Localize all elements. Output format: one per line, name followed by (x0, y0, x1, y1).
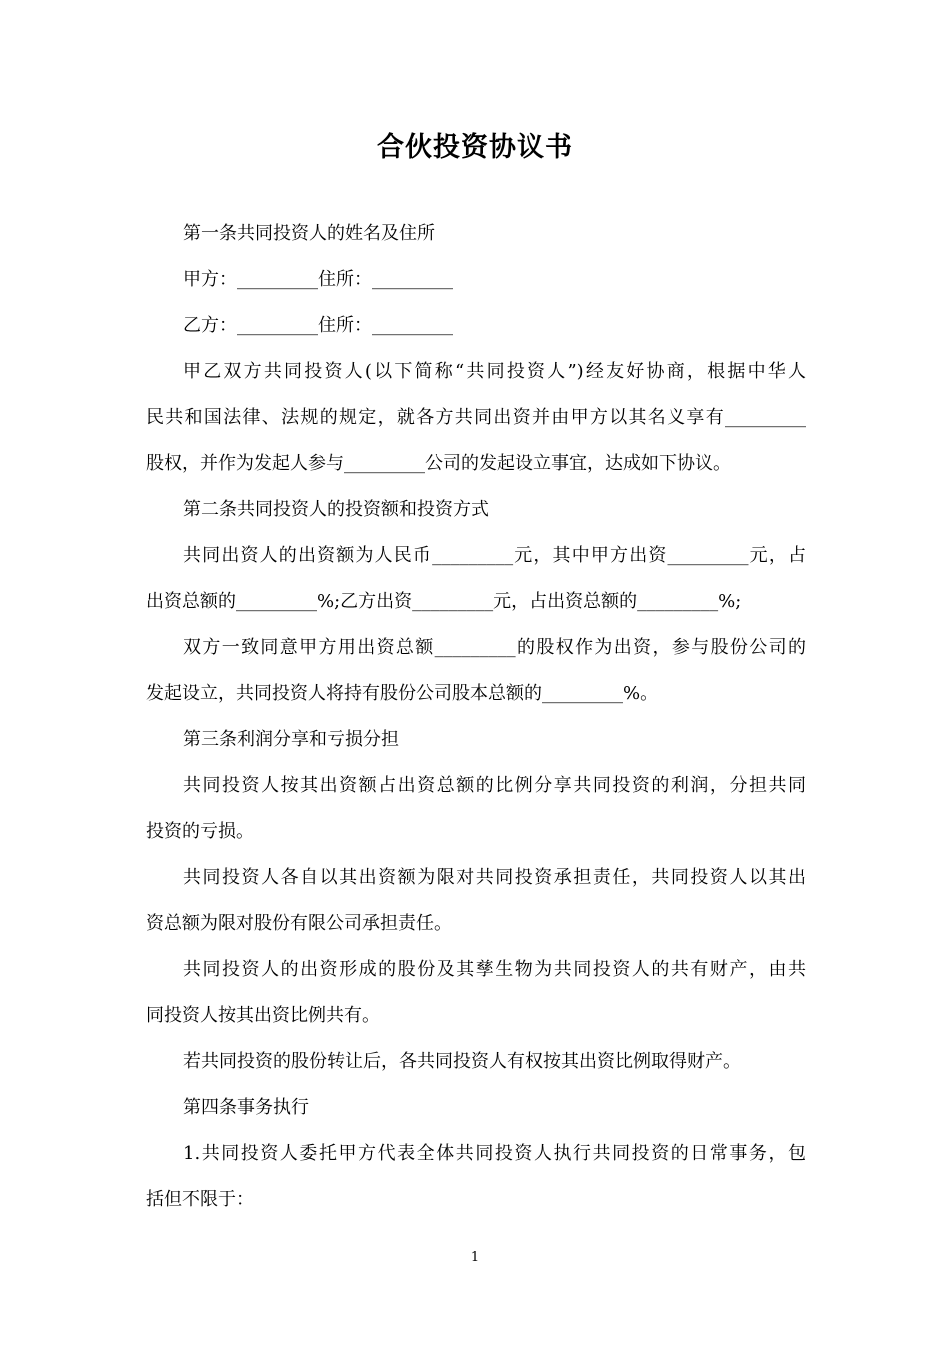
paragraph-line: 共同出资人的出资额为人民币_________元，其中甲方出资_________元，占 (183, 545, 806, 566)
party-b-line: 乙方：_________住所：_________ (183, 315, 453, 336)
paragraph-line: 共同投资人的出资形成的股份及其孳生物为共同投资人的共有财产，由共 (183, 959, 806, 980)
paragraph-line: 资总额为限对股份有限公司承担责任。 (146, 913, 452, 934)
paragraph-line: 若共同投资的股份转让后，各共同投资人有权按其出资比例取得财产。 (183, 1051, 741, 1072)
paragraph-line: 同投资人按其出资比例共有。 (146, 1005, 380, 1026)
article-heading: 第二条共同投资人的投资额和投资方式 (183, 499, 489, 520)
article-heading: 第三条利润分享和亏损分担 (183, 729, 399, 750)
paragraph-line: 甲乙双方共同投资人(以下简称“共同投资人”)经友好协商，根据中华人 (183, 361, 806, 382)
document-body (146, 211, 806, 1223)
paragraph-line: 括但不限于： (146, 1189, 254, 1210)
paragraph-line: 共同投资人各自以其出资额为限对共同投资承担责任，共同投资人以其出 (183, 867, 806, 888)
paragraph-line: 出资总额的_________%;乙方出资_________元，占出资总额的_________%; (146, 591, 742, 612)
paragraph-line: 1.共同投资人委托甲方代表全体共同投资人执行共同投资的日常事务，包 (183, 1143, 806, 1164)
paragraph-line: 股权，并作为发起人参与_________公司的发起设立事宜，达成如下协议。 (146, 453, 731, 474)
paragraph-line: 投资的亏损。 (146, 821, 254, 842)
page-number: 1 (470, 1250, 480, 1265)
paragraph-line: 共同投资人按其出资额占出资总额的比例分享共同投资的利润，分担共同 (183, 775, 806, 796)
paragraph-line: 民共和国法律、法规的规定，就各方共同出资并由甲方以其名义享有_________ (146, 407, 806, 428)
paragraph-line: 发起设立，共同投资人将持有股份公司股本总额的_________%。 (146, 683, 659, 704)
document-title: 合伙投资协议书 (377, 132, 573, 163)
article-heading: 第一条共同投资人的姓名及住所 (183, 223, 435, 244)
party-a-line: 甲方：_________住所：_________ (183, 269, 453, 290)
paragraph-line: 双方一致同意甲方用出资总额_________的股权作为出资，参与股份公司的 (183, 637, 806, 658)
article-heading: 第四条事务执行 (183, 1097, 309, 1118)
